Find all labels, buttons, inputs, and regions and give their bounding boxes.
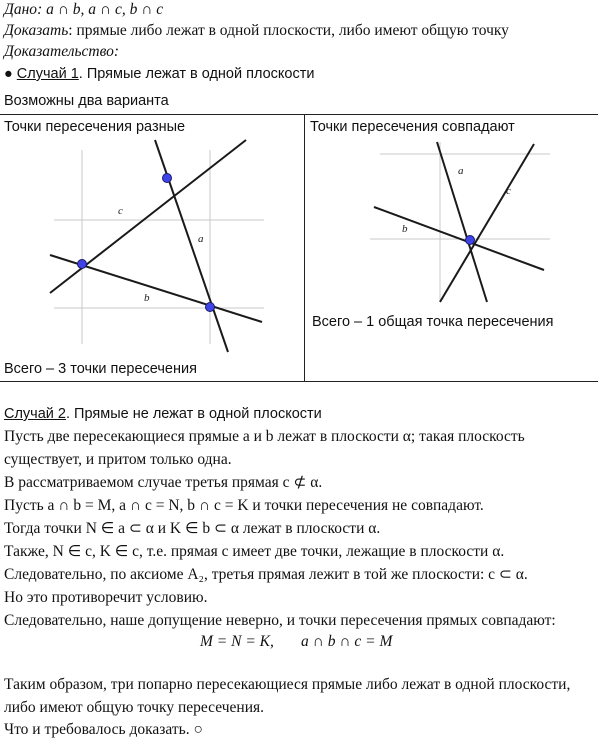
case2-line-8: Но это противоречит условию.: [4, 589, 208, 606]
right-heading: Точки пересечения совпадают: [310, 119, 515, 135]
case2-line-4: Пусть a ∩ b = M, a ∩ c = N, b ∩ c = K и точки пересечения не совпадают.: [4, 497, 484, 514]
diagram-one-point: [360, 134, 560, 304]
label-b-right: b: [402, 223, 408, 235]
case2-line-3: В рассматриваемом случае третья прямая c ⊄ α.: [4, 474, 323, 491]
given-label: Дано: [4, 1, 38, 18]
label-c-right: c: [506, 185, 511, 197]
table-divider: [304, 115, 305, 381]
line-c-right: [440, 144, 534, 302]
proof-label: Доказательство:: [4, 43, 120, 60]
case2-heading: [4, 404, 322, 424]
label-c: c: [118, 205, 123, 217]
case2-line-7: Следовательно, по аксиоме A₂, третья прямая лежит в той же плоскости: c ⊂ α.: [4, 566, 528, 583]
point-ac: [163, 174, 172, 183]
diagram-three-points: [40, 130, 280, 358]
case1-heading: [4, 64, 314, 84]
case2-line-1: Пусть две пересекающиеся прямые a и b лежат в плоскости α; такая плоскость: [4, 428, 525, 445]
case1-title-rest: . Прямые лежат в одной плоскости: [78, 66, 315, 82]
case2-title-rest: . Прямые не лежат в одной плоскости: [66, 406, 322, 422]
grid-lines: [54, 150, 264, 344]
line-a: [155, 140, 228, 352]
left-heading: Точки пересечения разные: [4, 119, 186, 135]
label-b: b: [144, 292, 150, 304]
label-a: a: [198, 233, 204, 245]
conclusion-line-2: либо имеют общую точку пересечения.: [4, 699, 264, 716]
prove-line: [4, 21, 509, 41]
case2-line-5: Тогда точки N ∈ a ⊂ α и K ∈ b ⊂ α лежат в плоскости α.: [4, 520, 381, 537]
qed-line: Что и требовалось доказать. ○: [4, 721, 203, 738]
case1-bullet: ●: [4, 66, 13, 82]
point-ab: [206, 303, 215, 312]
given-line: [4, 0, 163, 20]
conclusion-line-1: Таким образом, три попарно пересекающиеся прямые либо лежат в одной плоскости,: [4, 676, 571, 693]
case2-title: Случай 2: [4, 406, 66, 422]
case2-line-6: Также, N ∈ c, K ∈ c, т.е. прямая c имеет две точки, лежащие в плоскости α.: [4, 543, 505, 560]
point-bc: [78, 260, 87, 269]
left-footer: Всего – 3 точки пересечения: [4, 361, 197, 377]
given-value: : a ∩ b, a ∩ c, b ∩ c: [37, 1, 164, 18]
case1-variants: Возможны два варианта: [4, 93, 169, 109]
common-point: [466, 236, 475, 245]
case2-line-2: существует, и притом только одна.: [4, 451, 232, 468]
right-footer: Всего – 1 общая точка пересечения: [312, 314, 554, 330]
case2-formula: M = N = K, a ∩ b ∩ c = M: [200, 633, 393, 650]
case1-title: Случай 1: [16, 66, 79, 82]
prove-label: Доказать: [4, 22, 69, 39]
line-c: [50, 140, 246, 293]
prove-value: : прямые либо лежат в одной плоскости, либо имеют общую точку: [68, 22, 509, 39]
label-a-right: a: [458, 165, 464, 177]
case2-line-9: Следовательно, наше допущение неверно, и точки пересечения прямых совпадают:: [4, 612, 556, 629]
